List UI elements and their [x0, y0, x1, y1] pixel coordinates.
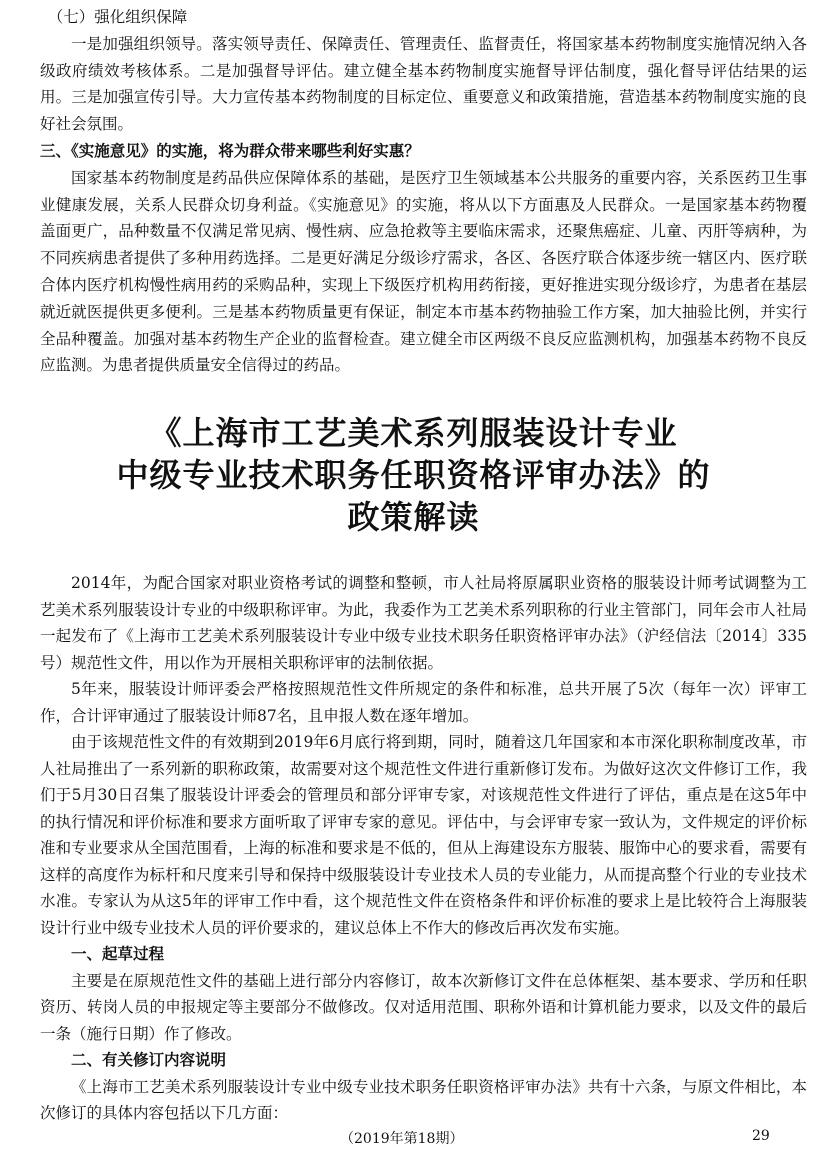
section-bottom: [40, 570, 807, 1127]
paragraph: 一是加强组织领导。落实领导责任、保障责任、管理责任、监督责任，将国家基本药物制度实施情况纳入各级政府绩效考核体系。二是加强督导评估。建立健全基本药物制度实施督导评估制度，强化督导评估结果的运用。三是加强宣传引导。大力宣传基本药物制度的目标定位、重要意义和政策措施，营造基本药物制度实施的良好社会氛围。: [40, 34, 807, 134]
issue-label: （2019年第18期）: [340, 1131, 464, 1147]
paragraph: 5年来，服装设计师评委会严格按照规范性文件所规定的条件和标准，总共开展了5次（每年一次）评审工作，合计评审通过了服装设计师87名，且申报人数在逐年增加。: [40, 680, 807, 725]
section-heading: 二、有关修订内容说明: [71, 1051, 227, 1069]
title-line: 政策解读: [347, 498, 480, 536]
article-title: [0, 412, 827, 538]
title-line: 中级专业技术职务任职资格评审办法》的: [116, 456, 711, 494]
section-heading: 一、起草过程: [71, 945, 165, 963]
subheading: （七）强化组织保障: [47, 8, 188, 26]
paragraph: 2014年，为配合国家对职业资格考试的调整和整顿，市人社局将原属职业资格的服装设计师考试调整为工艺美术系列服装设计专业的中级职称评审。为此，我委作为工艺美术系列职称的行业主管部门，同年会市人社局一起发布了《上海市工艺美术系列服装设计专业中级专业技术职务任职资格评审办法》（沪经信法〔2014〕335号）规范性文件，用以作为开展相关职称评审的法制依据。: [40, 574, 807, 672]
paragraph: 主要是在原规范性文件的基础上进行部分内容修订，故本次新修订文件在总体框架、基本要求、学历和任职资历、转岗人员的申报规定等主要部分不做修改。仅对适用范围、职称外语和计算机能力要求，以及文件的最后一条（施行日期）作了修改。: [40, 971, 807, 1043]
title-line: 《上海市工艺美术系列服装设计专业: [149, 414, 678, 452]
paragraph: 由于该规范性文件的有效期到2019年6月底行将到期，同时，随着这几年国家和本市深化职称制度改革，市人社局推出了一系列新的职称政策，故需要对这个规范性文件进行重新修订发布。为做好这次文件修订工作，我们于5月30日召集了服装设计评委会的管理员和部分评审专家，对该规范性文件进行了评估，重点是在这5年中的执行情况和评价标准和要求方面听取了评审专家的意见。评估中，与会评审专家一致认为，文件规定的评价标准和专业要求从全国范围看，上海的标准和要求是不低的，但从上海建设东方服装、服饰中心的要求看，需要有这样的高度作为标杆和尺度来引导和保持中级服装设计专业技术人员的专业能力，从而提高整个行业的专业技术水准。专家认为从这5年的评审工作中看，这个规范性文件在资格条件和评价标准的要求上是比较符合上海服装设计行业中级专业技术人员的评价要求的，建议总体上不作大的修改后再次发布实施。: [40, 733, 807, 937]
paragraph: 《上海市工艺美术系列服装设计专业中级专业技术职务任职资格评审办法》共有十六条，与原文件相比，本次修订的具体内容包括以下几方面：: [40, 1077, 807, 1122]
section-top: [40, 4, 807, 379]
section-heading: 三、《实施意见》的实施，将为群众带来哪些利好实惠？: [40, 140, 420, 160]
paragraph: 国家基本药物制度是药品供应保障体系的基础，是医疗卫生领域基本公共服务的重要内容，关系医药卫生事业健康发展，关系人民群众切身利益。《实施意见》的实施，将从以下方面惠及人民群众。一是国家基本药物覆盖面更广，品种数量不仅满足常见病、慢性病、应急抢救等主要临床需求，还聚焦癌症、儿童、丙肝等病种，为不同疾病患者提供了多种用药选择。二是更好满足分级诊疗需求，各区、各医疗联合体逐步统一辖区内、医疗联合体内医疗机构慢性病用药的采购品种，实现上下级医疗机构用药衔接，更好推进实现分级诊疗，为患者在基层就近就医提供更多便利。三是基本药物质量更有保证，制定本市基本药物抽验工作方案，加大抽验比例，并实行全品种覆盖。加强对基本药物生产企业的监督检查。建立健全市区两级不良反应监测机构，加强基本药物不良反应监测。为患者提供质量安全信得过的药品。: [40, 168, 807, 375]
page-number: 29: [752, 1128, 770, 1144]
